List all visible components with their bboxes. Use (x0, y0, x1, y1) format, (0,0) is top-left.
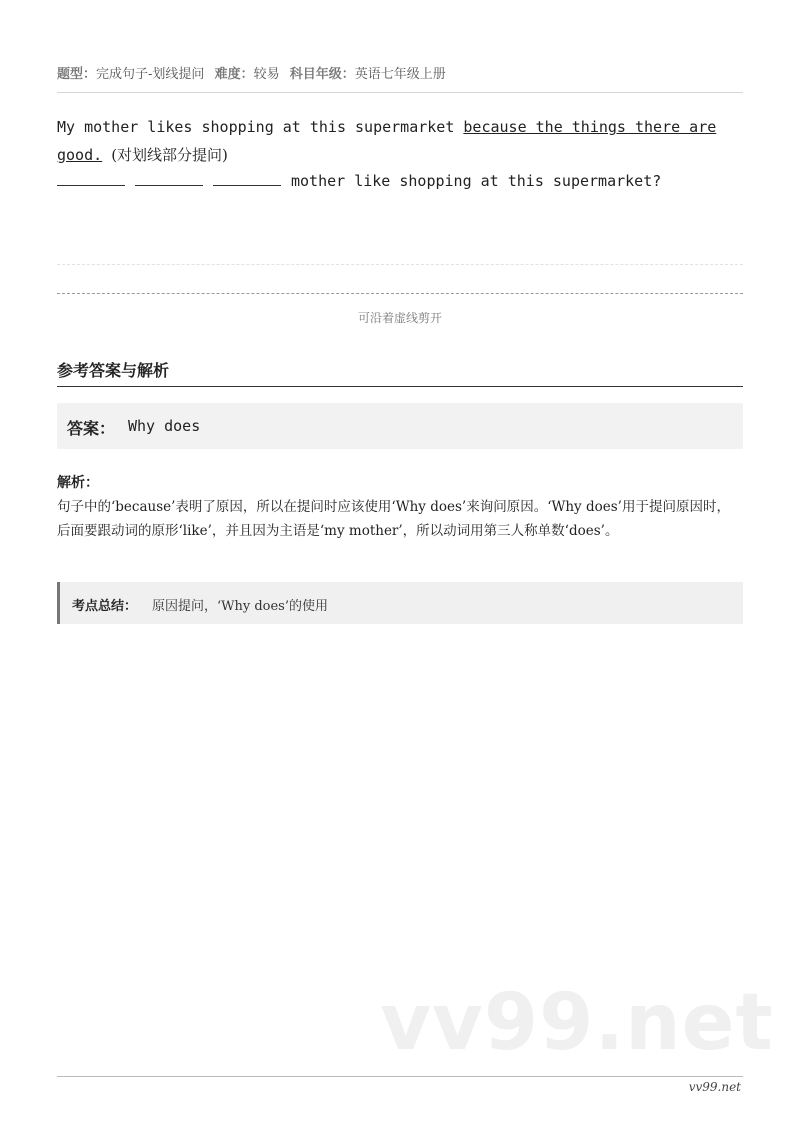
key-point-label: 考点总结： (72, 599, 138, 614)
question-sentence (57, 113, 743, 169)
blank-3[interactable] (213, 171, 281, 186)
answer-line-rest: mother like shopping at this supermarket? (291, 172, 662, 190)
type-value: 完成句子-划线提问 (96, 67, 205, 82)
sentence-start: My mother likes shopping at this supermarket (57, 118, 464, 136)
explanation-label: 解析： (57, 475, 99, 491)
footer-site: vv99.net (688, 1080, 741, 1094)
answer-label: 答案： (67, 419, 116, 438)
header-divider (57, 92, 743, 93)
subject-label: 科目年级： (289, 67, 355, 82)
key-point-box (57, 582, 743, 624)
blank-1[interactable] (57, 171, 125, 186)
instruction: (对划线部分提问) (111, 146, 228, 164)
explanation-text: 句子中的‘because’表明了原因，所以在提问时应该使用‘Why does’来询问原因。‘Why does’用于提问原因时，后面要跟动词的原形‘like’，并且因为主语是‘my mother’，所以动词用第三人称单数‘does’。 (57, 499, 730, 539)
question-meta (57, 63, 452, 82)
subject-value: 英语七年级上册 (354, 67, 446, 82)
difficulty-label: 难度： (214, 67, 254, 82)
difficulty-value: 较易 (253, 67, 280, 82)
blank-2[interactable] (135, 171, 203, 186)
answer-value: Why does (128, 417, 201, 435)
key-point-value: 原因提问，‘Why does’的使用 (152, 599, 328, 614)
section-title: 参考答案与解析 (57, 361, 170, 380)
cut-hint: 可沿着虚线剪开 (357, 311, 442, 325)
section-divider (57, 386, 743, 387)
footer-divider (57, 1076, 743, 1077)
cut-line (57, 293, 743, 294)
underlined-part: because the things there are good. (57, 118, 717, 164)
answer-box (57, 403, 743, 449)
watermark: vv99.net (380, 978, 774, 1068)
dashed-line-light (57, 264, 743, 265)
type-label: 题型： (57, 67, 97, 82)
answer-line (57, 169, 661, 193)
